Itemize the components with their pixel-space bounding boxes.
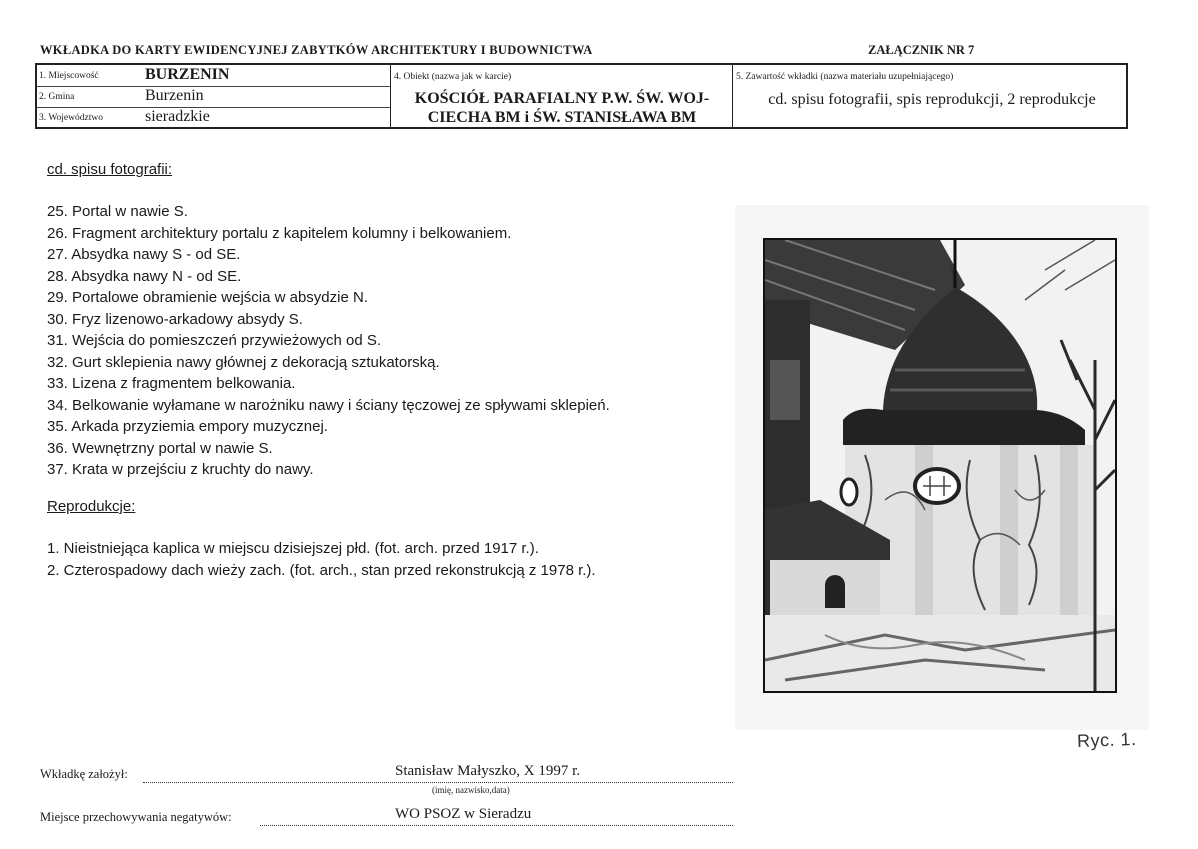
list-item: 32. Gurt sklepienia nawy głównej z dekoracją sztukatorską. (47, 353, 440, 371)
negatives-storage-value: WO PSOZ w Sieradzu (395, 806, 532, 822)
list-item: 2. Czterospadowy dach wieży zach. (fot. arch., stan przed rekonstrukcją z 1978 r.). (47, 561, 596, 579)
list-item: 34. Belkowanie wyłamane w narożniku nawy i ściany tęczowej ze spływami sklepień. (47, 396, 610, 414)
list-item: 1. Nieistniejąca kaplica w miejscu dzisiejszej płd. (fot. arch. przed 1917 r.). (47, 540, 539, 557)
list-item: 28. Absydka nawy N - od SE. (47, 267, 242, 285)
reproductions-list (47, 538, 596, 581)
photo-illustration (765, 240, 1115, 691)
commune-row (37, 86, 390, 108)
contents-value: cd. spisu fotografii, spis reprodukcji, 2 reprodukcje (768, 91, 1096, 108)
created-by-line (143, 782, 733, 783)
negatives-storage-line (260, 825, 733, 826)
object-name-line-2: CIECHA BM i ŚW. STANISŁAWA BM (427, 109, 697, 126)
column-divider (732, 65, 733, 127)
photo-list (47, 201, 610, 481)
locality-label: 1. Miejscowość (39, 71, 99, 81)
list-item: 29. Portalowe obramienie wejścia w absydzie N. (47, 289, 368, 306)
negatives-storage-label: Miejsce przechowywania negatywów: (40, 810, 232, 824)
document-title: WKŁADKA DO KARTY EWIDENCYJNEJ ZABYTKÓW ARCHITEKTURY I BUDOWNICTWA (40, 43, 593, 57)
voivodeship-value: sieradzkie (145, 108, 210, 125)
reproductions-heading: Reprodukcje: (47, 498, 136, 515)
column-divider (390, 65, 391, 127)
voivodeship-label: 3. Województwo (39, 113, 103, 123)
created-by-label: Wkładkę założył: (40, 767, 128, 781)
list-item: 26. Fragment architektury portalu z kapitelem kolumny i belkowaniem. (47, 224, 512, 242)
list-item: 36. Wewnętrzny portal w nawie S. (47, 439, 273, 457)
list-item: 31. Wejścia do pomieszczeń przywieżowych od S. (47, 332, 382, 349)
commune-label: 2. Gmina (39, 92, 75, 102)
commune-value: Burzenin (145, 87, 204, 104)
annex-number: ZAŁĄCZNIK NR 7 (868, 43, 975, 57)
list-item: 30. Fryz lizenowo-arkadowy absydy S. (47, 310, 303, 328)
created-by-value: Stanisław Małyszko, X 1997 r. (395, 763, 580, 779)
object-name-line-1: KOŚCIÓŁ PARAFIALNY P.W. ŚW. WOJ- (414, 90, 710, 107)
contents-label: 5. Zawartość wkładki (nazwa materiału uzupełniającego) (736, 72, 954, 82)
created-by-caption: (imię, nazwisko,data) (432, 785, 510, 795)
list-item: 33. Lizena z fragmentem belkowania. (47, 375, 296, 392)
locality-row (37, 65, 390, 87)
voivodeship-row (37, 107, 390, 128)
info-table (35, 63, 1128, 129)
figure-caption: Ryc. 1. (1076, 728, 1137, 752)
object-label: 4. Obiekt (nazwa jak w karcie) (394, 72, 512, 82)
locality-value: BURZENIN (145, 66, 230, 83)
list-item: 27. Absydka nawy S - od SE. (47, 246, 241, 263)
list-item: 37. Krata w przejściu z kruchty do nawy. (47, 461, 314, 478)
church-apse-photograph (763, 238, 1117, 693)
list-item: 25. Portal w nawie S. (47, 203, 188, 220)
photo-list-heading: cd. spisu fotografii: (47, 161, 173, 178)
list-item: 35. Arkada przyziemia empory muzycznej. (47, 418, 328, 435)
object-name (393, 89, 731, 127)
